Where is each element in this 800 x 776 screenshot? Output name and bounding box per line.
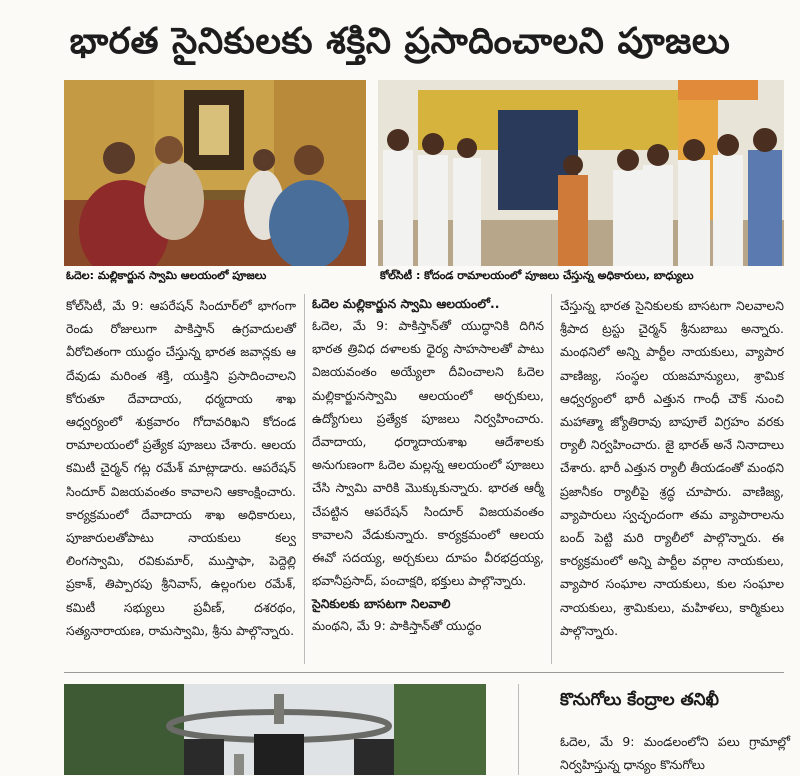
article-title-purchase-centers: కొనుగోలు కేంద్రాల తనిఖీ: [560, 690, 719, 710]
caption-right: కోల్‌సిటీ : కోదండ రామాలయంలో పూజలు చేస్తున్న అధికారులు, బాధ్యులు: [380, 269, 694, 282]
column-divider: [518, 684, 519, 775]
column-divider: [551, 294, 552, 664]
caption-left: ఓదెల: మల్లికార్జున స్వామి ఆలయంలో పూజలు: [66, 269, 267, 282]
subhead-manthani: సైనికులకు బాసటగా నిలవాలి: [312, 596, 451, 612]
article-manthani-start: మంథని, మే 9: పాకిస్తాన్‌తో యుద్ధం: [312, 618, 482, 634]
section-divider: [64, 672, 784, 673]
article-kolcity-body: కోల్‌సిటీ, మే 9: ఆపరేషన్ సిందూర్‌లో భాగంగా రెండు రోజులుగా పాకిస్తాన్ ఉగ్రవాదులతో వీరోచితంగా యుద్ధం చేస్తున్న భారత జవాన్లకు ఆ దేవుడు మరింత శక్తి, యుక్తిని ప్రసాదించాలని కోరుతూ దేవాదాయ, ధర్మదాయ శాఖ ఆధ్వర్యంలో శుక్రవారం గోదావరిఖని కోదండ రామాలయంలో ప్రత్యేక పూజలు చేశారు. ఆలయ కమిటీ చైర్మన్ గట్ల రమేశ్ మాట్లాడారు. ఆపరేషన్ సిందూర్ విజయవంతం కావాలని ఆకాంక్షించారు. కార్యక్రమంలో దేవాదాయ శాఖ అధికారులు, పూజారులతోపాటు నాయకులు కల్వ లింగస్వామి, రవికుమార్, ముస్తాఫా, పెద్దెల్లి ప్రకాశ్, తిప్పారపు శ్రీనివాస్, ఉల్లంగుల రమేశ్, కమిటీ సభ్యులు ప్రవీణ్, దశరథం, సత్యనారాయణ, రామస్వామి, శ్రీను పాల్గొన్నారు.: [66, 298, 296, 638]
photo-odela-temple: [64, 80, 366, 266]
column-manthani: [560, 294, 784, 642]
photo-kodanda-ramalayam: [378, 80, 784, 266]
column-odela: [312, 294, 544, 638]
article-purchase-centers-body: ఓదెల, మే 9: మండలంలోని పలు గ్రామాల్లో నిర్వహిస్తున్న ధాన్యం కొనుగోలు: [560, 734, 790, 772]
article-manthani-body: చేస్తున్న భారత సైనికులకు బాసటగా నిలవాలని శ్రీపాద ట్రస్టు చైర్మన్ శ్రీనుబాబు అన్నారు. మంథనిలో అన్ని పార్టీల నాయకులు, వ్యాపార వాణిజ్య, సంస్థల యజమాన్యులు, శ్రామిక ఆధ్వర్యంలో భారీ ఎత్తున గాంధీ చౌక్ నుంచి మహాత్మా జ్యోతిరావు బాపూలే విగ్రహం వరకు ర్యాలీ నిర్వహించారు. జై భారత్ అనే నినాదాలు చేశారు. భారీ ఎత్తున ర్యాలీ తీయడంతో మంథని ప్రజానీకం ర్యాలీపై శ్రద్ధ చూపారు. వాణిజ్య, వ్యాపారులు స్వచ్ఛందంగా తమ వ్యాపారాలను బంద్ పెట్టి మరి ర్యాలీలో పాల్గొన్నారు. ఈ కార్యక్రమంలో అన్ని పార్టీల వర్గాల నాయకులు, వ్యాపార సంఘాల నాయకులు, కుల సంఘాల నాయకులు, శ్రామికులు, మహిళలు, కార్మికులు పాల్గొన్నారు.: [560, 298, 784, 638]
column-divider: [304, 294, 305, 664]
article-odela-body: ఓదెల, మే 9: పాకిస్తాన్‌తో యుద్ధానికి దిగిన భారత త్రివిధ దళాలకు ధైర్య సాహసాలతో పాటు విజయవంతం అయ్యేలా దీవించాలని ఓదెల మల్లికార్జునస్వామి ఆలయంలో అర్చకులు, ఉద్యోగులు ప్రత్యేక పూజలు నిర్వహించారు. దేవాదాయ, ధర్మాదాయశాఖ ఆదేశాలకు అనుగుణంగా ఓదెల మల్లన్న ఆలయంలో పూజలు చేసి స్వామి వారికి మొక్కుకున్నారు. భారత ఆర్మీ చేపట్టిన ఆపరేషన్ సిందూర్ విజయవంతం కావాలని వేడుకున్నారు. కార్యక్రమంలో ఆలయ ఈవో సదయ్య, అర్చకులు దూపం వీరభద్రయ్య, భవానీప్రసాద్, పంచాక్షరి, భక్తులు పాల్గొన్నారు.: [312, 318, 544, 589]
column-kolcity: [66, 294, 296, 642]
headline: భారత సైనికులకు శక్తిని ప్రసాదించాలని పూజలు: [69, 21, 731, 62]
subhead-odela: ఓదెల మల్లికార్జున స్వామి ఆలయంలో..: [312, 296, 500, 311]
photo-purchase-center: [64, 684, 486, 775]
